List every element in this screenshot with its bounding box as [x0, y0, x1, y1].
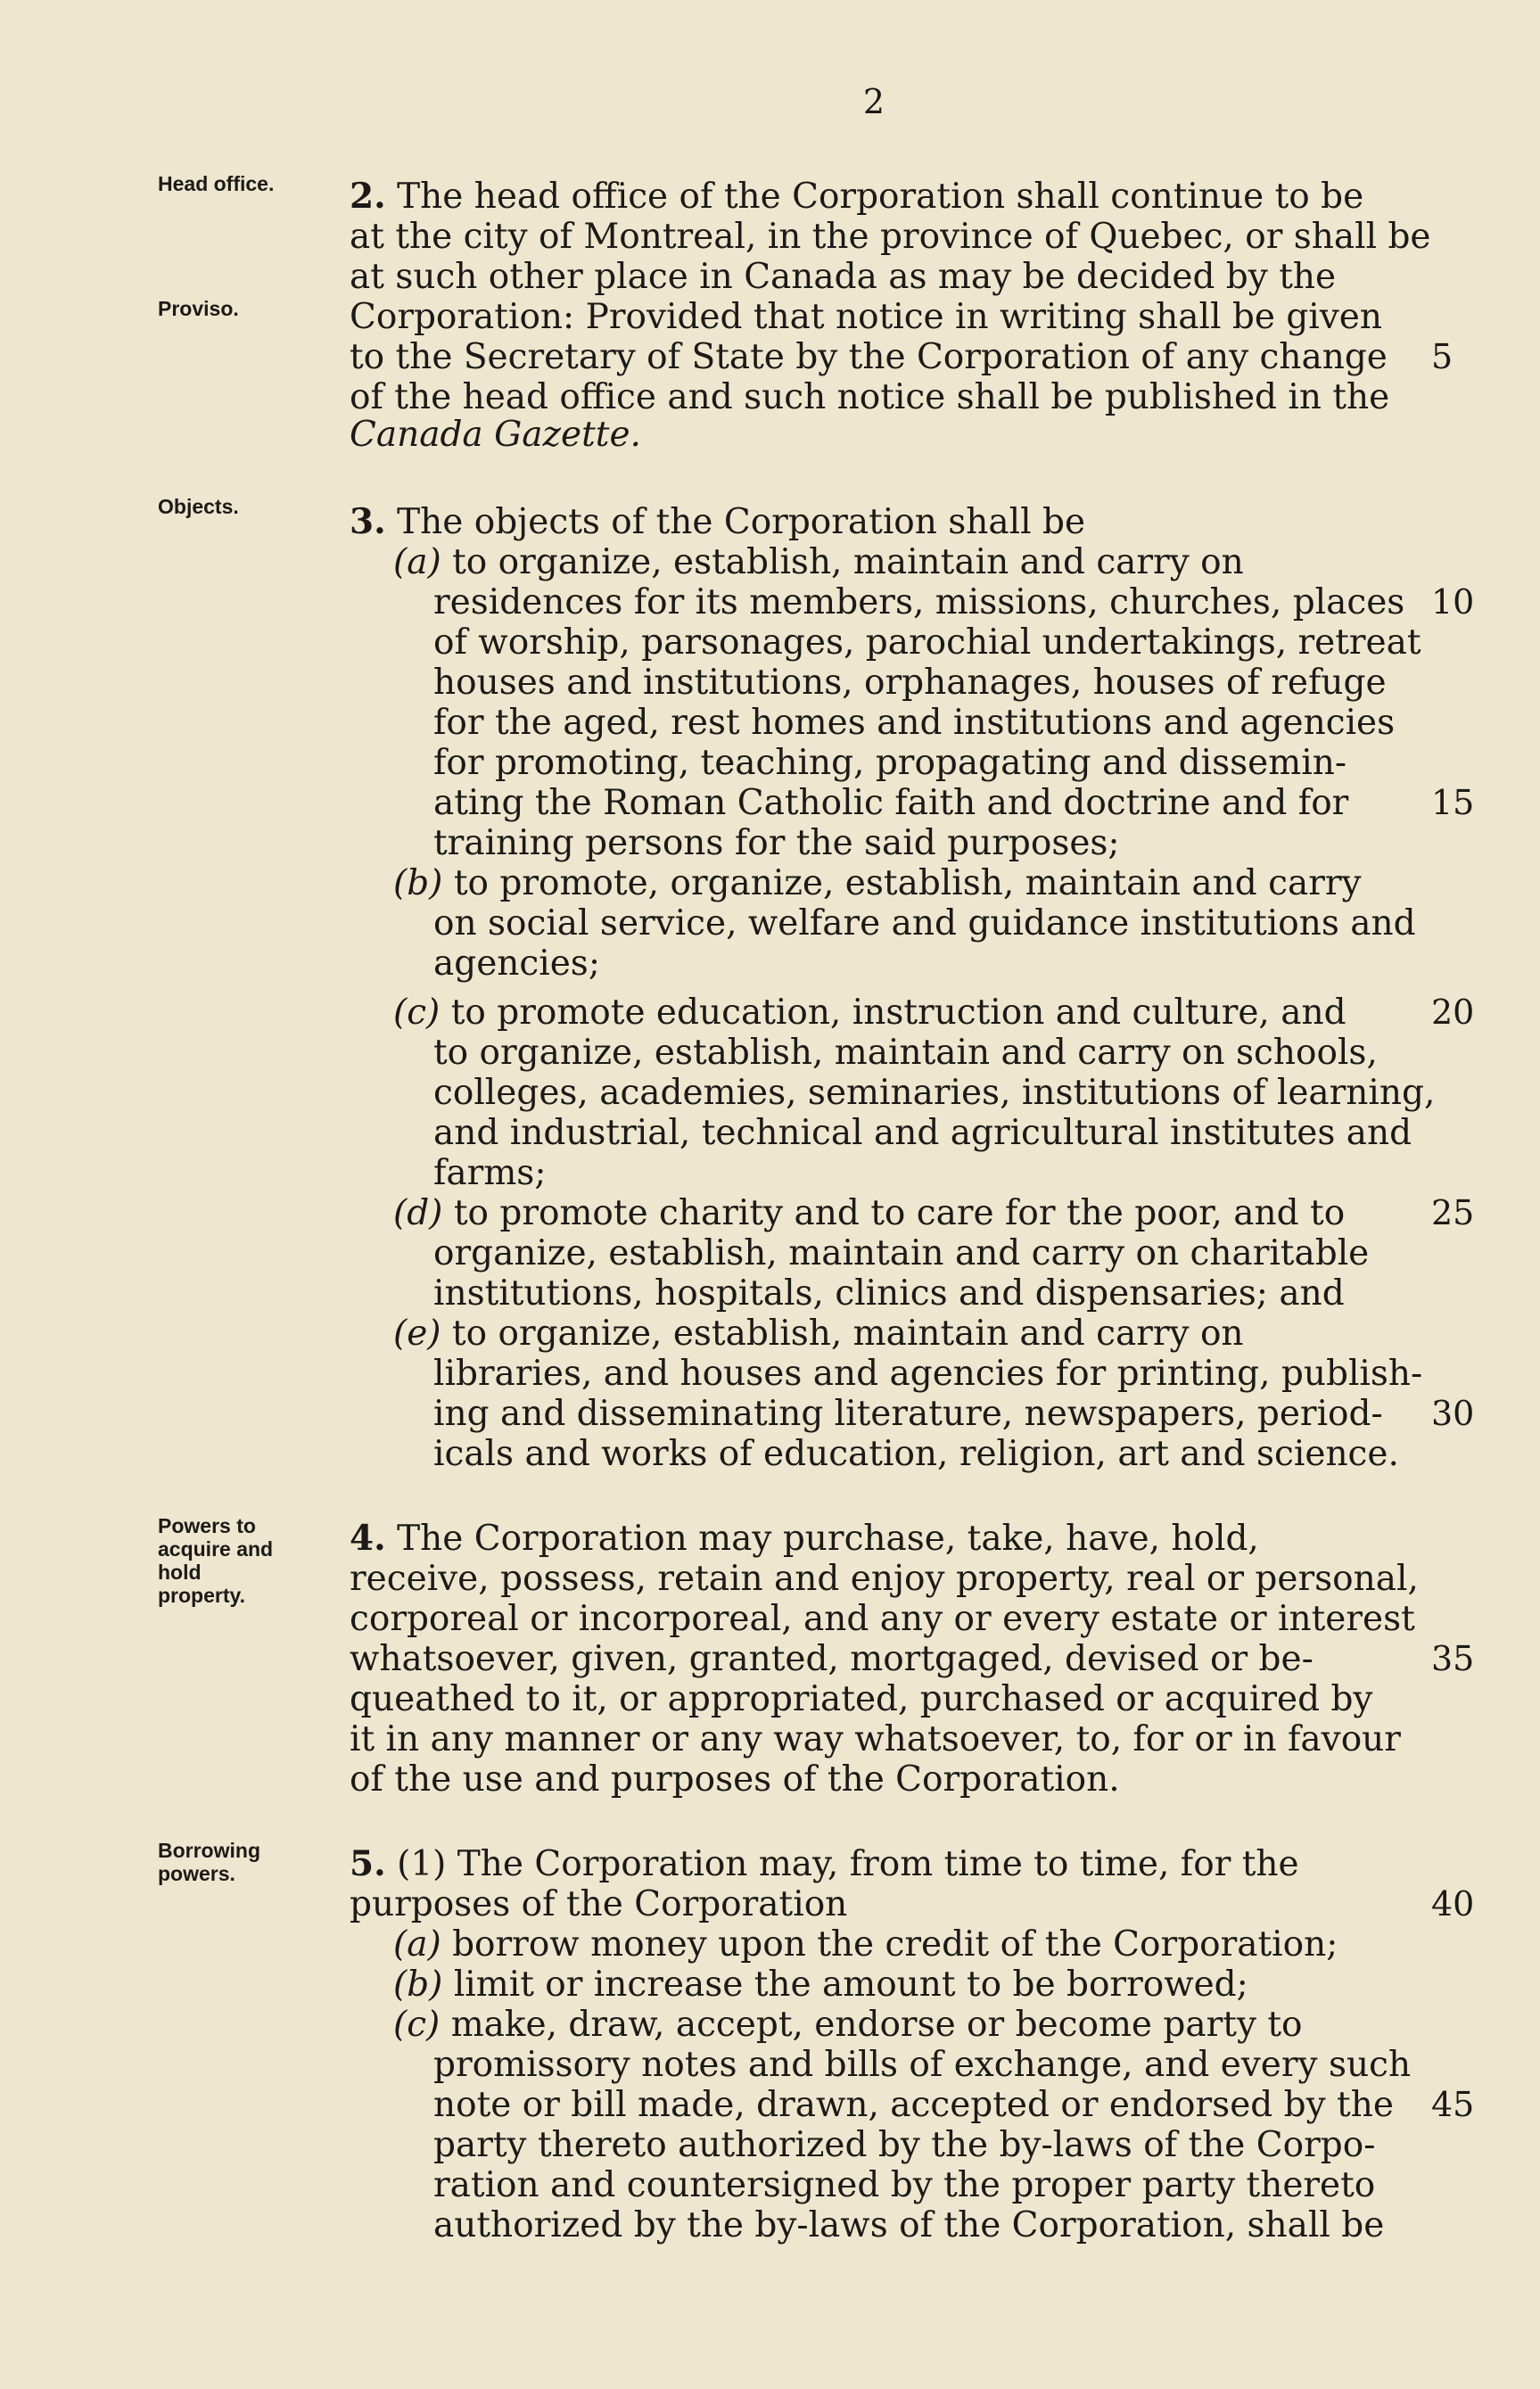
clause-b-line: (b) to promote, organize, establish, maintain and carry — [393, 863, 1362, 903]
section-5-clause-b: (b) limit or increase the amount to be borrowed; — [393, 1965, 1248, 2005]
section-4-line: of the use and purposes of the Corporation. — [350, 1759, 1120, 1800]
section-2-line: Corporation: Provided that notice in writing shall be given — [350, 297, 1382, 337]
section-2-line: 2. The head office of the Corporation shall continue to be — [350, 176, 1364, 217]
clause-a-line: ating the Roman Catholic faith and doctrine and for — [433, 783, 1349, 823]
section-4-line: corporeal or incorporeal, and any or every estate or interest — [350, 1599, 1415, 1639]
clause-a-line: houses and institutions, orphanages, houses of refuge — [433, 663, 1387, 703]
margin-note-powers-line: Powers to — [158, 1514, 256, 1537]
clause-a-line: training persons for the said purposes; — [433, 823, 1120, 863]
clause-e-line: libraries, and houses and agencies for printing, publish- — [433, 1354, 1423, 1394]
clause-b-line: agencies; — [433, 943, 600, 984]
section-2-line: at such other place in Canada as may be decided by the — [350, 257, 1337, 297]
clause-e-line: (e) to organize, establish, maintain and carry on — [393, 1314, 1244, 1354]
section-5-clause-c-line: authorized by the by-laws of the Corporation, shall be — [433, 2205, 1385, 2245]
section-5-number: 5. — [350, 1843, 386, 1884]
clause-a-line: residences for its members, missions, churches, places — [433, 582, 1405, 622]
section-2-line: at the city of Montreal, in the province of Quebec, or shall be — [350, 217, 1431, 257]
clause-c-line: and industrial, technical and agricultural institutes and — [433, 1113, 1412, 1153]
section-5-line: purposes of the Corporation — [350, 1884, 848, 1924]
page-number: 2 — [862, 82, 885, 121]
margin-note-powers — [158, 1514, 336, 1607]
clause-a-line: of worship, parsonages, parochial undertakings, retreat — [433, 622, 1421, 663]
clause-label: (c) — [393, 2005, 441, 2045]
section-2-number: 2. — [350, 176, 386, 217]
section-4-line: 4. The Corporation may purchase, take, have, hold, — [350, 1518, 1259, 1559]
line-number: 45 — [1431, 2085, 1475, 2124]
section-5-line: 5. (1) The Corporation may, from time to time, for the — [350, 1843, 1299, 1884]
section-4-line: receive, possess, retain and enjoy property, real or personal, — [350, 1559, 1419, 1599]
line-number: 30 — [1431, 1394, 1475, 1433]
line-number: 35 — [1431, 1639, 1475, 1678]
line-number: 5 — [1431, 337, 1454, 376]
section-5-clause-c-line: (c) make, draw, accept, endorse or become party to — [393, 2005, 1303, 2045]
line-number: 40 — [1431, 1884, 1475, 1924]
clause-b-line: on social service, welfare and guidance institutions and — [433, 903, 1416, 943]
section-4-line: whatsoever, given, granted, mortgaged, devised or be- — [350, 1639, 1314, 1679]
clause-a-line: (a) to organize, establish, maintain and carry on — [393, 542, 1244, 582]
clause-c-line: farms; — [433, 1153, 547, 1193]
clause-a-line: for the aged, rest homes and institutions and agencies — [433, 703, 1396, 743]
clause-a-line: for promoting, teaching, propagating and dissemin- — [433, 743, 1347, 783]
clause-c-line: (c) to promote education, instruction and culture, and — [393, 993, 1346, 1033]
clause-e-line: ing and disseminating literature, newspapers, period- — [433, 1394, 1383, 1434]
clause-label: (a) — [393, 542, 441, 582]
section-5-clause-a: (a) borrow money upon the credit of the Corporation; — [393, 1924, 1338, 1965]
section-4-line: it in any manner or any way whatsoever, to, for or in favour — [350, 1719, 1401, 1759]
line-number: 20 — [1431, 993, 1475, 1032]
section-2-line: to the Secretary of State by the Corporation of any change — [350, 337, 1388, 377]
line-number: 10 — [1431, 582, 1475, 622]
margin-note-powers-line: acquire and — [158, 1537, 274, 1561]
margin-note-objects: Objects. — [158, 495, 239, 518]
clause-e-line: icals and works of education, religion, art and science. — [433, 1434, 1399, 1474]
margin-note-borrowing — [158, 1839, 336, 1885]
margin-note-head-office: Head office. — [158, 172, 275, 195]
canada-gazette: Canada Gazette. — [350, 415, 641, 455]
clause-d-line: (d) to promote charity and to care for the poor, and to — [393, 1193, 1346, 1233]
clause-label: (e) — [393, 1314, 441, 1354]
clause-c-line: to organize, establish, maintain and carry on schools, — [433, 1033, 1378, 1073]
section-5-clause-c-line: ration and countersigned by the proper party thereto — [433, 2165, 1376, 2205]
section-4-line: queathed to it, or appropriated, purchased or acquired by — [350, 1679, 1373, 1719]
clause-label: (b) — [393, 863, 443, 903]
section-5-clause-c-line: party thereto authorized by the by-laws of the Corpo- — [433, 2125, 1376, 2165]
margin-note-borrowing-line: powers. — [158, 1862, 235, 1885]
section-3-number: 3. — [350, 501, 386, 542]
clause-label: (a) — [393, 1924, 441, 1965]
margin-note-powers-line: hold — [158, 1561, 202, 1584]
clause-label: (c) — [393, 993, 441, 1033]
section-3-line: 3. The objects of the Corporation shall be — [350, 501, 1086, 542]
clause-label: (b) — [393, 1965, 443, 2005]
section-5-clause-c-line: note or bill made, drawn, accepted or endorsed by the — [433, 2085, 1394, 2125]
line-number: 15 — [1431, 783, 1475, 822]
clause-label: (d) — [393, 1193, 443, 1233]
section-5-clause-c-line: promissory notes and bills of exchange, and every such — [433, 2045, 1412, 2085]
section-2-line: of the head office and such notice shall be published in the — [350, 377, 1390, 417]
section-4-number: 4. — [350, 1518, 386, 1559]
line-number: 25 — [1431, 1193, 1475, 1232]
clause-d-line: organize, establish, maintain and carry on charitable — [433, 1233, 1370, 1273]
clause-d-line: institutions, hospitals, clinics and dispensaries; and — [433, 1273, 1345, 1314]
margin-note-borrowing-line: Borrowing — [158, 1839, 260, 1862]
margin-note-proviso: Proviso. — [158, 297, 239, 320]
clause-c-line: colleges, academies, seminaries, institutions of learning, — [433, 1073, 1436, 1113]
margin-note-powers-line: property. — [158, 1584, 245, 1607]
